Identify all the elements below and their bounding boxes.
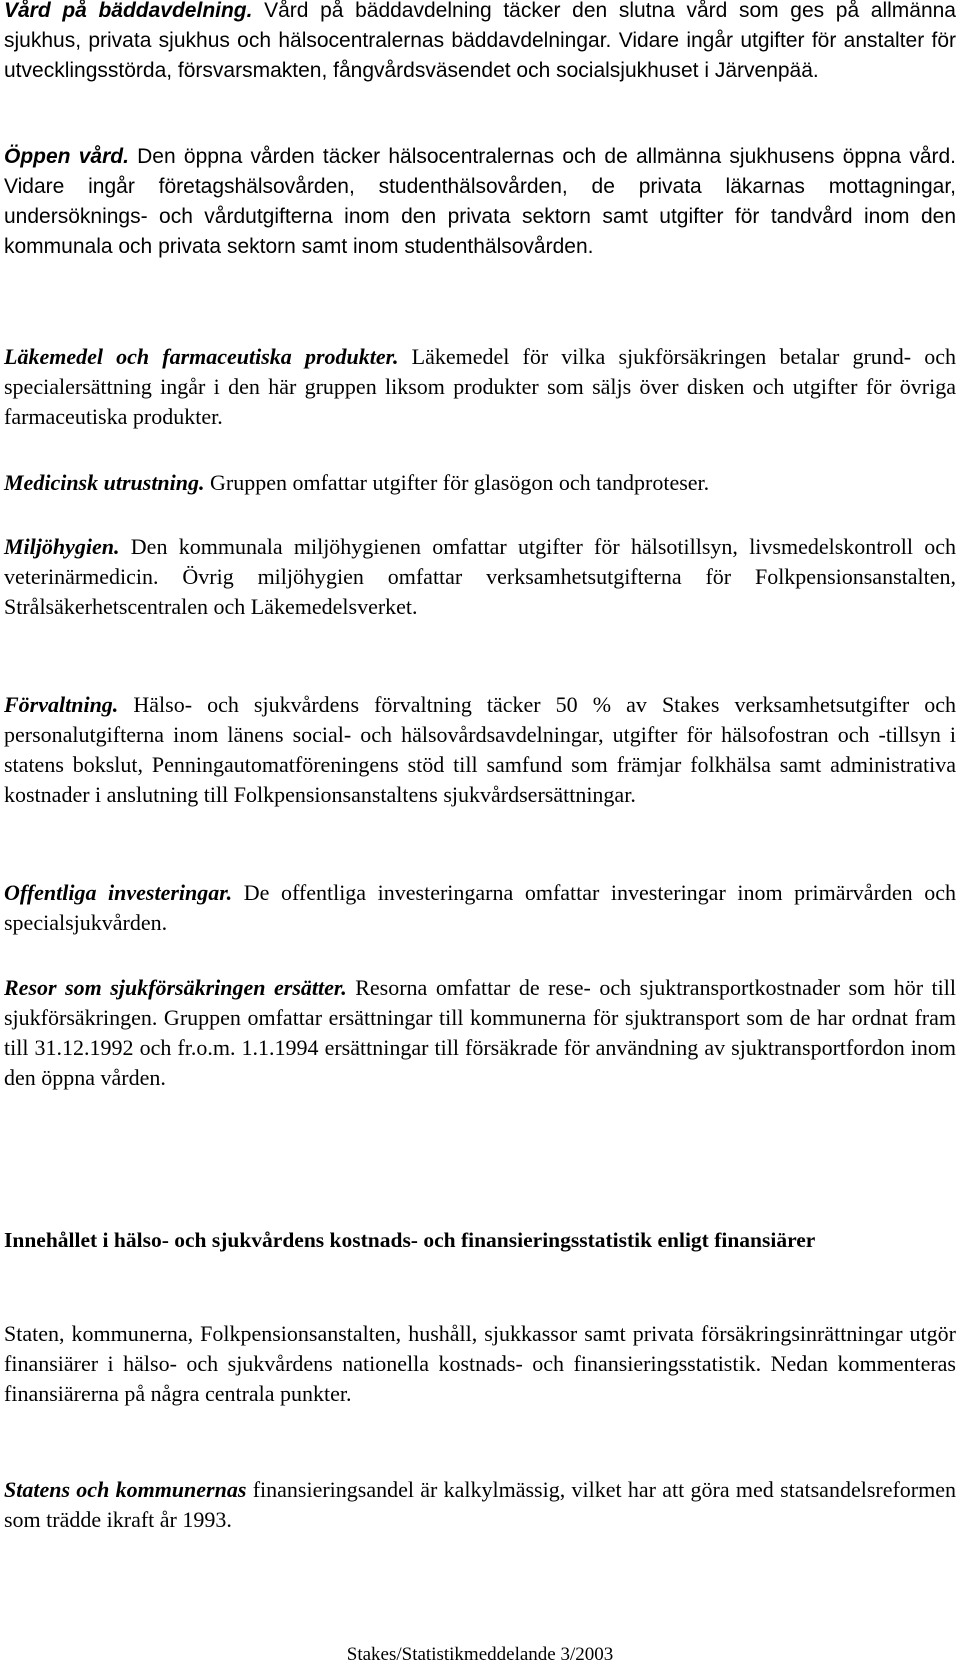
paragraph-statens-och-kommunernas: [4, 1475, 956, 1535]
section-heading-finansiarer: Innehållet i hälso- och sjukvårdens kostnads- och finansieringsstatistik enligt finansiärer: [4, 1228, 816, 1252]
text-statens-och-kommunernas: finansieringsandel är kalkylmässig, vilket har att göra med statsandelsreformen som trädde ikraft år 1993.: [4, 1477, 956, 1532]
paragraph-oppen-vard: [4, 142, 956, 262]
term-vard-pa-baddavdelning: Vård på bäddavdelning.: [4, 0, 253, 22]
paragraph-lakemedel: [4, 342, 956, 432]
term-forvaltning: Förvaltning.: [4, 692, 119, 717]
paragraph-offentliga-investeringar: [4, 878, 956, 938]
term-oppen-vard: Öppen vård.: [4, 145, 129, 168]
paragraph-forvaltning: [4, 690, 956, 810]
text-lakemedel: Läkemedel för vilka sjukförsäkringen betalar grund- och specialersättning ingår i den här gruppen liksom produkter som säljs över disken och utgifter för övriga farmaceutiska produkter.: [4, 344, 957, 429]
term-resor: Resor som sjukförsäkringen ersätter.: [4, 975, 347, 1000]
text-offentliga-investeringar: De offentliga investeringarna omfattar investeringar inom primärvården och specialsjukvården.: [4, 880, 956, 935]
term-medicinsk-utrustning: Medicinsk utrustning.: [4, 470, 205, 495]
text-miljohygien: Den kommunala miljöhygienen omfattar utgifter för hälsotillsyn, livsmedelskontroll och veterinärmedicin. Övrig miljöhygien omfattar verksamhetsutgifterna för Folkpensionsanstalten, Strålsäkerhetscentralen och Läkemedelsverket.: [4, 534, 956, 619]
text-forvaltning: Hälso- och sjukvårdens förvaltning täcker 50 % av Stakes verksamhetsutgifter och personalutgifterna inom länens social- och hälsovårdsavdelningar, utgifter för hälsofostran och -tillsyn i statens bokslut, Penningautomatföreningens stöd till samfund som främjar folkhälsa samt administrativa kostnader i anslutning till Folkpensionsanstaltens sjukvårdsersättningar.: [4, 692, 956, 807]
page-footer: Stakes/Statistikmeddelande 3/2003: [346, 1644, 614, 1665]
term-statens-och-kommunernas: Statens och kommunernas: [4, 1477, 247, 1502]
term-offentliga-investeringar: Offentliga investeringar.: [4, 880, 233, 905]
paragraph-medicinsk-utrustning: [4, 468, 956, 498]
paragraph-vard-pa-baddavdelning: [4, 0, 956, 86]
text-medicinsk-utrustning: Gruppen omfattar utgifter för glasögon och tandproteser.: [204, 470, 710, 495]
document-page: [4, 0, 956, 1670]
term-lakemedel: Läkemedel och farmaceutiska produkter.: [4, 344, 399, 369]
paragraph-miljohygien: [4, 532, 956, 622]
term-miljohygien: Miljöhygien.: [4, 534, 120, 559]
text-oppen-vard: Den öppna vården täcker hälsocentralernas och de allmänna sjukhusens öppna vård. Vidare ingår företagshälsovården, studenthälsovården, de privata läkarnas mottagningar, undersöknings- och vårdutgifterna inom den privata sektorn samt utgifter för tandvård inom den kommunala och privata sektorn samt inom studenthälsovården.: [4, 145, 957, 258]
text-resor: Resorna omfattar de rese- och sjuktransportkostnader som hör till sjukförsäkringen. Gruppen omfattar ersättningar till kommunerna för sjuktransport som de har ordnat fram till 31.12.1992 och fr.o.m. 1.1.1994 ersättningar till försäkrade för användning av sjuktransportfordon inom den öppna vården.: [4, 975, 956, 1090]
paragraph-resor: [4, 973, 956, 1093]
text-vard-pa-baddavdelning: Vård på bäddavdelning täcker den slutna vård som ges på allmänna sjukhus, privata sjukhus och hälsocentralernas bäddavdelningar. Vidare ingår utgifter för anstalter för utvecklingsstörda, försvarsmakten, fångvårdsväsendet och socialsjukhuset i Järvenpää.: [4, 0, 956, 82]
paragraph-finansiarer-intro: Staten, kommunerna, Folkpensionsanstalten, hushåll, sjukkassor samt privata försäkringsinrättningar utgör finansiärer i hälso- och sjukvårdens nationella kostnads- och finansieringsstatistik. Nedan kommenteras finansiärerna på några centrala punkter.: [4, 1321, 956, 1406]
